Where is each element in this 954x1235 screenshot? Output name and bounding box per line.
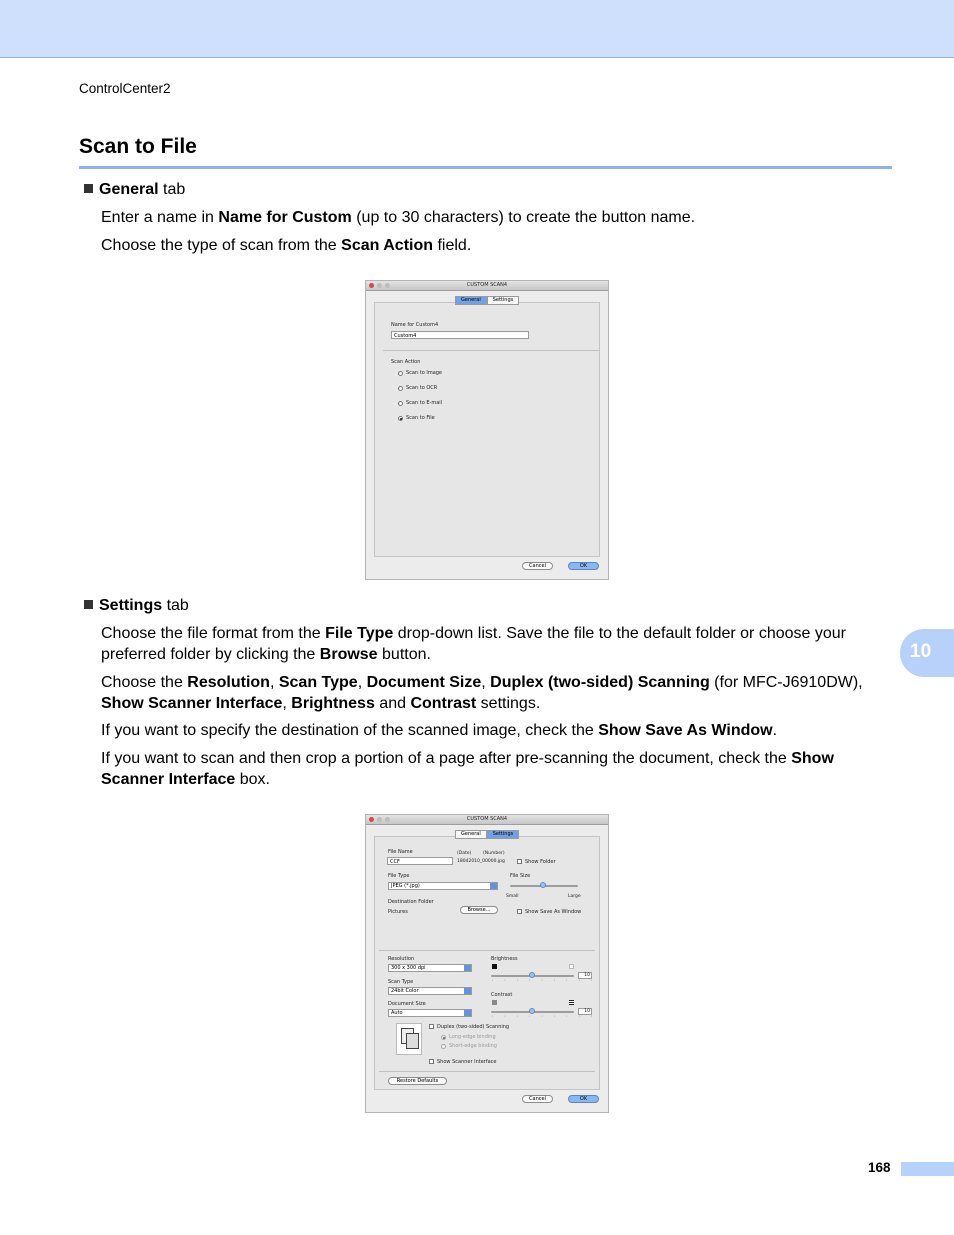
settings-paragraph-1: Choose the file format from the File Type drop-down list. Save the file to the default folder or choose your preferred folder by clicking the Browse button. [101, 625, 846, 663]
divider [383, 350, 599, 351]
radio-short-edge[interactable] [441, 1044, 446, 1049]
document-size-label: Document Size [388, 1001, 426, 1007]
contrast-low-icon [492, 1000, 497, 1005]
bullet-square [84, 184, 93, 193]
file-type-label: File Type [388, 873, 410, 879]
small-label: Small [506, 894, 519, 899]
duplex-checkbox[interactable] [429, 1024, 434, 1029]
browse-button[interactable]: Browse... [460, 906, 498, 914]
contrast-ticks: ' ' ' ' ' ' ' ' ' [492, 1015, 598, 1020]
settings-paragraph-2: Choose the Resolution, Scan Type, Document Size, Duplex (two-sided) Scanning (for MFC-J6910DW), Show Scanner Interface, Brightness and Contrast settings. [101, 674, 863, 712]
document-size-value: Auto [391, 1010, 403, 1016]
file-type-value: JPEG (*.jpg) [391, 883, 420, 889]
short-edge-label: Short-edge binding [449, 1043, 497, 1049]
radio-label-ocr: Scan to OCR [406, 385, 438, 391]
settings-bullet [84, 595, 189, 616]
scan-type-label: Scan Type [388, 979, 414, 985]
number-label: (Number) [483, 851, 505, 856]
title-rule [79, 166, 892, 169]
running-head: ControlCenter2 [79, 81, 171, 96]
radio-label-email: Scan to E-mail [406, 400, 443, 406]
general-paragraph-1: Enter a name in Name for Custom (up to 30 characters) to create the button name. [101, 209, 696, 226]
contrast-high-icon [569, 1000, 574, 1005]
document-size-dropdown[interactable] [388, 1009, 472, 1017]
duplex-label: Duplex (two-sided) Scanning [437, 1024, 510, 1030]
cancel-button[interactable]: Cancel [522, 562, 553, 570]
destination-folder-label: Destination Folder [388, 899, 434, 905]
restore-defaults-button[interactable]: Restore Defaults [388, 1077, 447, 1085]
chapter-tab [900, 629, 954, 677]
dialog-titlebar [366, 281, 608, 291]
general-label-rest: tab [158, 181, 186, 198]
file-name-label: File Name [388, 849, 413, 855]
radio-long-edge[interactable] [441, 1035, 446, 1040]
dialog-tabs [455, 830, 519, 839]
tab-settings[interactable]: Settings [487, 296, 520, 305]
brightness-label: Brightness [491, 956, 518, 962]
radio-label-image: Scan to Image [406, 370, 443, 376]
name-field[interactable]: Custom4 [391, 331, 529, 339]
contrast-value[interactable]: 10 [578, 1008, 592, 1015]
destination-folder-value: Pictures [388, 909, 408, 915]
general-bullet [84, 179, 185, 200]
chevron-down-icon [464, 965, 471, 971]
contrast-label: Contrast [491, 992, 513, 998]
header-band [0, 0, 954, 58]
settings-label: Settings [99, 597, 163, 614]
bullet-square [84, 600, 93, 609]
tab-general[interactable]: General [455, 830, 487, 839]
chevron-down-icon [490, 883, 497, 889]
ok-button[interactable]: OK [568, 1095, 599, 1103]
file-size-knob[interactable] [540, 882, 546, 888]
date-label: (Date) [457, 851, 472, 856]
scan-type-dropdown[interactable] [388, 987, 472, 995]
general-label: General [99, 181, 159, 198]
tab-settings[interactable]: Settings [487, 830, 520, 839]
brightness-value[interactable]: 10 [578, 972, 592, 979]
dialog-tabs [455, 296, 519, 305]
brightness-dark-icon [492, 964, 497, 969]
large-label: Large [568, 894, 581, 899]
show-folder-checkbox[interactable] [517, 859, 522, 864]
radio-label-file: Scan to File [406, 415, 435, 421]
scan-type-value: 24bit Color [391, 988, 419, 994]
show-scanner-interface-label: Show Scanner Interface [437, 1059, 497, 1065]
cancel-button[interactable]: Cancel [522, 1095, 553, 1103]
show-save-as-label: Show Save As Window [525, 909, 582, 915]
radio-scan-to-email[interactable] [398, 401, 403, 406]
show-scanner-interface-checkbox[interactable] [429, 1059, 434, 1064]
long-edge-label: Long-edge binding [449, 1034, 496, 1040]
dialog-title: CUSTOM SCAN4 [466, 816, 508, 822]
brightness-ticks: ' ' ' ' ' ' ' ' ' [492, 979, 598, 984]
radio-scan-to-image[interactable] [398, 371, 403, 376]
chevron-down-icon [464, 988, 471, 994]
brightness-light-icon [569, 964, 574, 969]
page-number-bar [901, 1162, 954, 1176]
dialog-title: CUSTOM SCAN4 [466, 282, 508, 288]
file-type-dropdown[interactable] [388, 882, 498, 890]
resolution-dropdown[interactable] [388, 964, 472, 972]
settings-label-rest: tab [162, 597, 189, 614]
file-size-label: File Size [510, 873, 531, 879]
settings-dialog-screenshot [365, 814, 609, 1113]
file-name-example: 18042010_00000.jpg [457, 859, 505, 864]
ok-button[interactable]: OK [568, 562, 599, 570]
contrast-knob[interactable] [529, 1008, 535, 1014]
file-name-field[interactable]: CCF [387, 857, 453, 865]
dialog-panel [374, 302, 600, 557]
show-save-as-checkbox[interactable] [517, 909, 522, 914]
general-paragraph-2: Choose the type of scan from the Scan Action field. [101, 237, 472, 254]
radio-scan-to-file[interactable] [398, 416, 403, 421]
chapter-number: 10 [910, 641, 932, 662]
dialog-panel [374, 836, 600, 1090]
resolution-label: Resolution [388, 956, 415, 962]
resolution-value: 300 x 300 dpi [391, 965, 426, 971]
divider [379, 950, 595, 951]
brightness-knob[interactable] [529, 972, 535, 978]
general-dialog-screenshot [365, 280, 609, 580]
settings-paragraph-3: If you want to specify the destination of the scanned image, check the Show Save As Window. [101, 722, 778, 739]
name-label: Name for Custom4 [391, 322, 439, 328]
show-folder-label: Show Folder [525, 859, 556, 865]
section-title: Scan to File [79, 135, 197, 158]
duplex-icon [396, 1023, 422, 1055]
dialog-titlebar [366, 815, 608, 825]
scan-action-label: Scan Action [391, 359, 421, 365]
settings-paragraph-4: If you want to scan and then crop a portion of a page after pre-scanning the document, check the Show Scanner Interface box. [101, 750, 834, 788]
divider [379, 1071, 595, 1072]
radio-scan-to-ocr[interactable] [398, 386, 403, 391]
tab-general[interactable]: General [455, 296, 487, 305]
chevron-down-icon [464, 1010, 471, 1016]
page-number: 168 [868, 1160, 891, 1175]
